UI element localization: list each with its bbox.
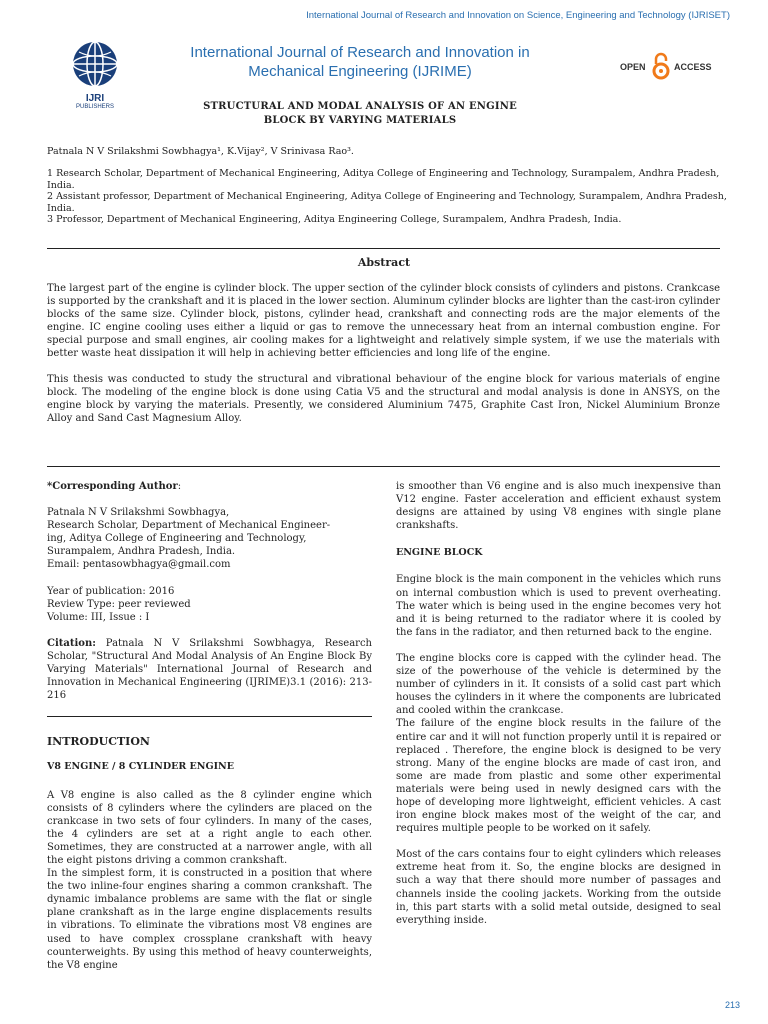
- intro-paragraph: A V8 engine is also called as the 8 cylinder engine which consists of 8 cylinders where the cylinders are placed on the crankcase in two sets of four cylinders. In many of the cases, the 4 cylinders are set at a right angle to each other. Sometimes, they are constructed at a narrower angle, with all the eight pistons driving a common crankshaft.: [47, 789, 372, 866]
- intro-paragraph: In the simplest form, it is constructed in a position that where the two inline-four engines sharing a common crankshaft. The dynamic imbalance problems are same with the flat or single plane crankshaft as in the large engine displacements results in vibrations. To eliminate the vibrations most V8 engines are used to have complex crossplane crankshaft with heavy counterweights. By using this method of heavy counterweights, the V8 engine: [47, 868, 372, 971]
- volume-issue: Volume: III, Issue : I: [47, 611, 150, 623]
- left-column: [47, 480, 372, 972]
- divider: [47, 248, 720, 249]
- authors: Patnala N V Srilakshmi Sowbhagya¹, K.Vijay², V Srinivasa Rao³.: [47, 146, 354, 157]
- divider: [47, 466, 720, 467]
- citation-text: Patnala N V Srilakshmi Sowbhagya, Research Scholar, "Structural And Modal Analysis of An Engine Block By Varying Materials" International Journal of Research and Innovation in Mechanical Engineering (IJRIME)3.1 (2016): 213-216: [47, 637, 372, 702]
- open-access-left: OPEN: [620, 62, 646, 72]
- abstract-body: [47, 282, 720, 437]
- abstract-paragraph: This thesis was conducted to study the structural and vibrational behaviour of the engine block for various materials of engine block. The modeling of the engine block is done using Catia V5 and the structural and modal analysis is done in ANSYS, on the engine block by varying the materials. Presently, we considered Aluminium 7475, Graphite Cast Iron, Nickel Aluminium Bronze Alloy and Sand Cast Magnesium Alloy.: [47, 373, 720, 424]
- author-line: Surampalem, Andhra Pradesh, India.: [47, 546, 236, 558]
- author-email: Email: pentasowbhagya@gmail.com: [47, 559, 231, 571]
- paper-title-line2: BLOCK BY VARYING MATERIALS: [263, 115, 457, 126]
- citation-label: Citation:: [47, 637, 96, 649]
- paragraph: is smoother than V6 engine and is also much inexpensive than V12 engine. Faster acceleration and efficient exhaust system designs are attained by using V8 engines with single plane crankshafts.: [396, 481, 721, 532]
- running-header: International Journal of Research and Innovation on Science, Engineering and Technology (IJRISET): [306, 10, 730, 21]
- right-column: [396, 480, 721, 927]
- logo-subtitle: PUBLISHERS: [75, 104, 114, 110]
- citation: [47, 637, 372, 702]
- logo-name: IJRI: [85, 93, 105, 104]
- author-line: ing, Aditya College of Engineering and Technology,: [47, 533, 307, 545]
- paragraph: The failure of the engine block results in the failure of the entire car and it will not function properly until it is repaired or replaced . Therefore, the engine block is designed to be very strong. Many of the engine blocks are made of cast iron, and some are made from plastic and some other experimental materials were being used in newly designed cars with the hope of developing more lightweight, efficient vehicles. A cast iron engine block makes most of the weight of the car, and requires multiple people to be worked on it safely.: [396, 718, 721, 835]
- v8-engine-subheading: V8 ENGINE / 8 CYLINDER ENGINE: [47, 761, 234, 773]
- page-number: 213: [724, 1000, 740, 1010]
- engine-block-heading: ENGINE BLOCK: [396, 547, 483, 559]
- introduction-heading: INTRODUCTION: [47, 735, 150, 749]
- author-line: Research Scholar, Department of Mechanical Engineer-: [47, 520, 331, 532]
- affiliations: [47, 168, 727, 226]
- journal-title-line2: Mechanical Engineering (IJRIME): [248, 63, 472, 80]
- open-lock-icon: [652, 52, 670, 80]
- paper-title-line1: STRUCTURAL AND MODAL ANALYSIS OF AN ENGINE: [203, 101, 517, 112]
- abstract-paragraph: The largest part of the engine is cylinder block. The upper section of the cylinder block consists of cylinders and pistons. Crankcase is supported by the crankshaft and it is placed in the lower section. Aluminum cylinder blocks are lighter than the cast-iron cylinder blocks of the same size. Cylinder block, pistons, cylinder head, crankshaft and connecting rods are the major elements of the engine. IC engine cooling uses either a liquid or gas to remove the unnecessary heat from an internal combustion engine. For special purpose and small engines, air cooling makes for a lightweight and relatively simple system, if we use the materials with better waste heat dissipation it will help in achieving better efficiencies and long life of the engine.: [47, 283, 720, 360]
- divider: [47, 716, 372, 717]
- review-type: Review Type: peer reviewed: [47, 598, 191, 610]
- affiliation: 2 Assistant professor, Department of Mechanical Engineering, Aditya College of Engineering and Technology, Surampalem, Andhra Pradesh, India.: [47, 191, 727, 214]
- paragraph: Most of the cars contains four to eight cylinders which releases extreme heat from it. So, the engine blocks are designed in such a way that there should more number of passages and channels inside the cooling jackets. Working from the outside in, this part starts with a solid metal outside, designed to seal everything inside.: [396, 849, 721, 926]
- corresponding-colon: :: [177, 481, 182, 492]
- open-access-right: ACCESS: [674, 62, 712, 72]
- globe-icon: [69, 38, 121, 90]
- author-line: Patnala N V Srilakshmi Sowbhagya,: [47, 507, 230, 519]
- paragraph: Engine block is the main component in the vehicles which runs on internal combustion which is used to prevent overheating. The water which is being used in the engine becomes very hot and it is being returned to the radiator where it is cooled by the fans in the radiator, and then returned back to the engine.: [396, 574, 721, 638]
- affiliation: 3 Professor, Department of Mechanical Engineering, Aditya Engineering College, Surampalem, Andhra Pradesh, India.: [47, 214, 622, 225]
- corresponding-label: *Corresponding Author: [47, 481, 178, 492]
- paragraph: The engine blocks core is capped with the cylinder head. The size of the powerhouse of the vehicle is determined by the number of cylinders in it. It consists of a solid cast part which houses the cylinders in it where the components are lubricated and cooled within the crankcase.: [396, 652, 721, 717]
- paper-title: [120, 100, 600, 128]
- affiliation: 1 Research Scholar, Department of Mechanical Engineering, Aditya College of Engineering and Technology, Surampalem, Andhra Pradesh, India.: [47, 168, 720, 191]
- corresponding-author-heading: [47, 480, 372, 493]
- publication-year: Year of publication: 2016: [47, 585, 175, 597]
- journal-title-line1: International Journal of Research and Innovation in: [190, 44, 530, 61]
- abstract-heading: Abstract: [357, 256, 411, 269]
- journal-title: [140, 43, 580, 81]
- open-access-badge: [620, 52, 720, 82]
